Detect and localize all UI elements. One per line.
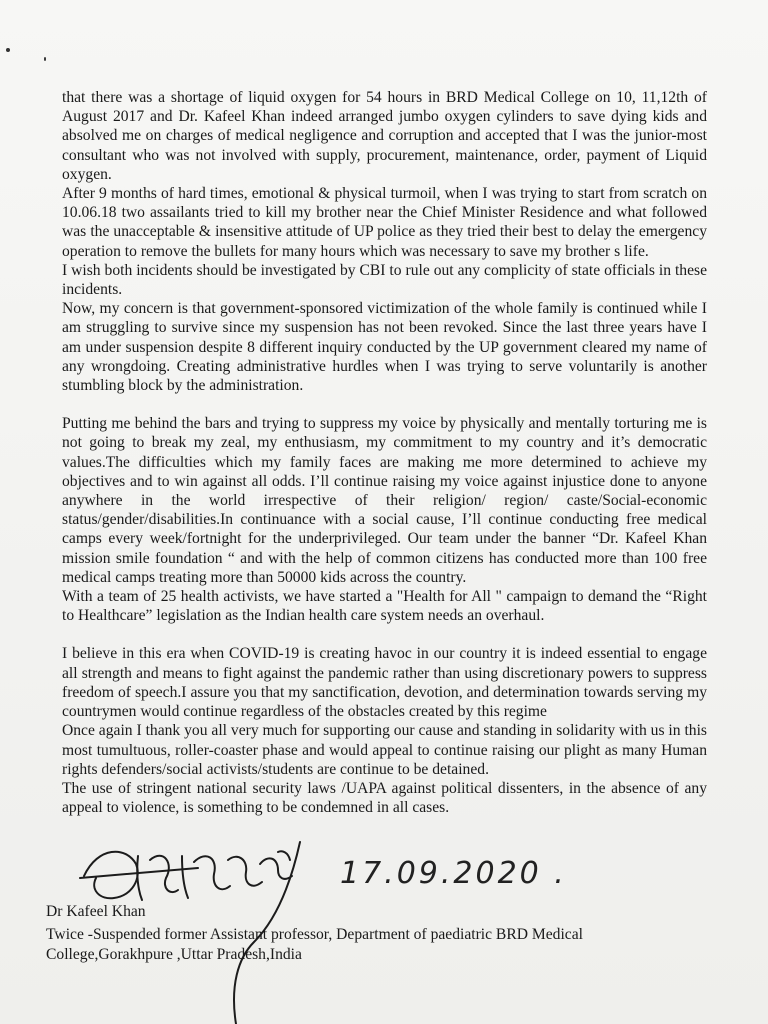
paragraph-security-laws: The use of stringent national security laws /UAPA against political dissenters, in the absence of any appeal to violence, is something to be condemned in all cases. <box>62 779 707 817</box>
signature-date: 17.09.2020 . <box>340 856 567 891</box>
letter-body <box>62 88 707 817</box>
scan-speck <box>44 57 46 61</box>
paragraph-brother-attack: After 9 months of hard times, emotional & physical turmoil, when I was trying to start from scratch on 10.06.18 two assailants tried to kill my brother near the Chief Minister Residence and what followed was the unacceptable & insensitive attitude of UP police as they tried their best to delay the emergency operation to remove the bullets for many hours which was necessary to save my brother s life. <box>62 185 707 260</box>
paragraph-covid: I believe in this era when COVID-19 is creating havoc in our country it is indeed essential to engage all strength and means to fight against the pandemic rather than using discretionary powers to suppress freedom of speech.I assure you that my sanctification, devotion, and determination towards serving my countrymen would continue regardless of the obstacles created by this regime <box>62 645 707 721</box>
signatory-name: Dr Kafeel Khan <box>46 903 146 920</box>
paragraph-resolve: Putting me behind the bars and trying to suppress my voice by physically and mentally torturing me is not going to break my zeal, my enthusiasm, my commitment to my country and it’s democratic values.The difficulties which my family faces are making me more determined to achieve my objectives and to win against all odds. I’ll continue raising my voice against injustice done to anyone anywhere in the world irrespective of their religion/ region/ caste/Social-economic status/gender/disabilities.In continuance with a social cause, I’ll continue conducting free medical camps every week/fortnight for the underprivileged. Our team under the banner “Dr. Kafeel Khan mission smile foundation “ and with the help of common citizens has conducted more than 100 free medical camps treating more than 50000 kids across the country. <box>62 415 707 586</box>
paragraph-thanks: Once again I thank you all very much for supporting our cause and standing in solidarity with us in this most tumultuous, roller-coaster phase and would appeal to continue raising our plight as many Human rights defenders/social activists/students are continue to be detained. <box>62 722 707 778</box>
scan-speck <box>6 48 10 52</box>
paragraph-health-for-all: With a team of 25 health activists, we have started a "Health for All " campaign to demand the “Right to Healthcare” legislation as the Indian health care system needs an overhaul. <box>62 588 707 625</box>
signatory-title: Twice -Suspended former Assistant professor, Department of paediatric BRD Medical College,Gorakhpure ,Uttar Pradesh,India <box>46 926 583 963</box>
paragraph-cbi-investigation: I wish both incidents should be investigated by CBI to rule out any complicity of state officials in these incidents. <box>62 261 707 299</box>
paragraph-suspension: Now, my concern is that government-sponsored victimization of the whole family is continued while I am struggling to survive since my suspension has not been revoked. Since the last three years have I am under suspension despite 8 different inquiry conducted by the UP government cleared my name of any wrongdoing. Creating administrative hurdles when I was trying to serve voluntarily is another stumbling block by the administration. <box>62 300 707 395</box>
paragraph-oxygen-shortage: that there was a shortage of liquid oxygen for 54 hours in BRD Medical College on 10, 11,12th of August 2017 and Dr. Kafeel Khan indeed arranged jumbo oxygen cylinders to save dying kids and absolved me on charges of medical negligence and corruption and accepted that I was the junior-most consultant who was not involved with supply, procurement, maintenance, order, payment of Liquid oxygen. <box>62 89 707 183</box>
